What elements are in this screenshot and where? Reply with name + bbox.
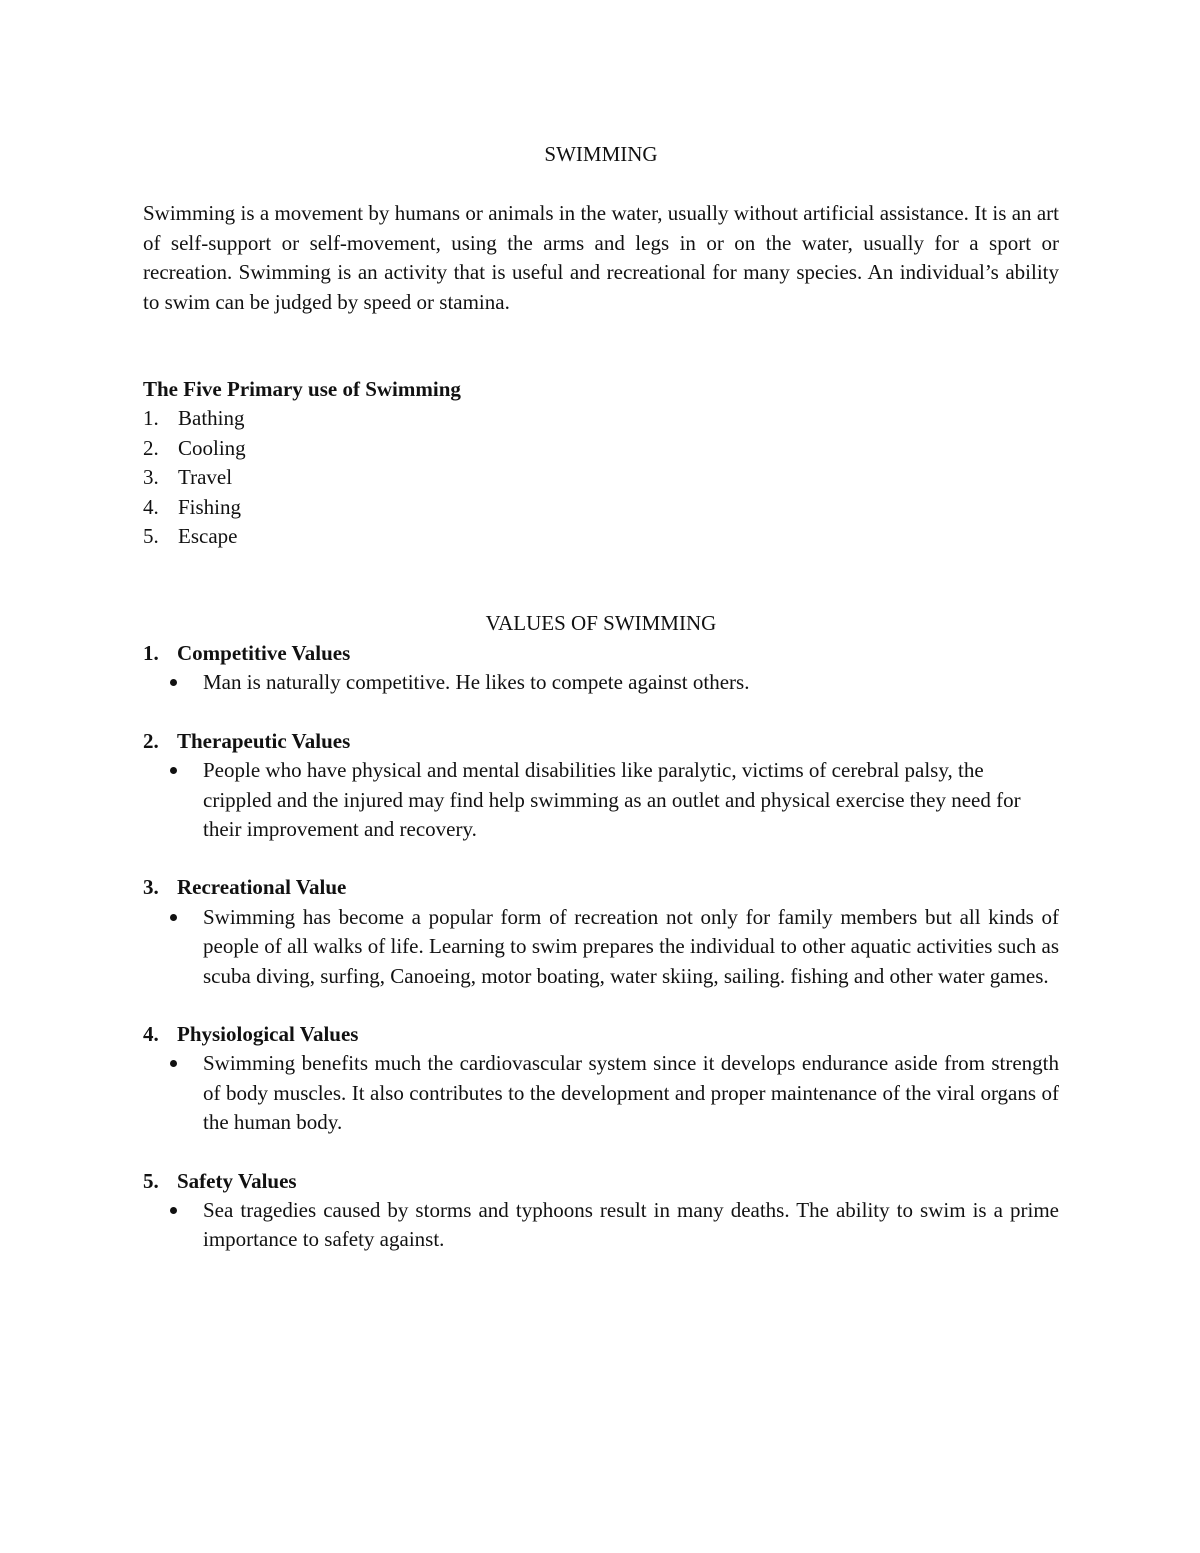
list-item-label: Travel <box>178 465 233 490</box>
value-heading-label: Safety Values <box>177 1168 297 1193</box>
value-number: 4. <box>143 1021 159 1046</box>
list-number: 4. <box>143 494 159 519</box>
bullet-icon <box>169 1196 203 1255</box>
list-item <box>143 404 1059 433</box>
list-number: 1. <box>143 406 159 431</box>
value-section-physiological <box>143 1020 1059 1138</box>
value-heading-label: Recreational Value <box>177 875 347 900</box>
list-number: 3. <box>143 465 159 490</box>
list-item-label: Bathing <box>178 406 245 431</box>
uses-heading: The Five Primary use of Swimming <box>143 377 461 402</box>
bullet-text: Swimming benefits much the cardiovascular system since it develops endurance aside from strength of body muscles. It also contributes to the development and proper maintenance of the viral organs of the human body. <box>203 1051 1059 1135</box>
bullet-item <box>143 1196 1059 1255</box>
bullet-item <box>143 903 1059 991</box>
value-heading <box>143 1020 1059 1049</box>
list-item <box>143 522 1059 551</box>
bullet-text: Sea tragedies caused by storms and typhoons result in many deaths. The ability to swim is a prime importance to safety against. <box>203 1197 1059 1252</box>
value-heading-label: Physiological Values <box>177 1021 359 1046</box>
values-section-title: VALUES OF SWIMMING <box>485 611 717 636</box>
list-item <box>143 493 1059 522</box>
value-number: 2. <box>143 728 159 753</box>
value-heading <box>143 727 1059 756</box>
bullet-item <box>143 1049 1059 1137</box>
list-item-label: Escape <box>178 524 238 549</box>
intro-paragraph: Swimming is a movement by humans or animals in the water, usually without artificial assistance. It is an art of self-support or self-movement, using the arms and legs in or on the water, usually for a sport or recreation. Swimming is an activity that is useful and recreational for many species. An individual’s ability to swim can be judged by speed or stamina. <box>143 201 1059 314</box>
value-number: 3. <box>143 875 159 900</box>
value-heading-label: Competitive Values <box>177 640 351 665</box>
bullet-item <box>143 756 1059 844</box>
value-number: 1. <box>143 640 159 665</box>
value-section-competitive <box>143 639 1059 698</box>
bullet-icon <box>169 668 203 697</box>
value-heading-label: Therapeutic Values <box>177 728 351 753</box>
bullet-text: Man is naturally competitive. He likes to compete against others. <box>203 670 750 695</box>
bullet-item <box>143 668 1059 697</box>
list-number: 5. <box>143 524 159 549</box>
bullet-text: Swimming has become a popular form of recreation not only for family members but all kinds of people of all walks of life. Learning to swim prepares the individual to other aquatic activities such as scuba diving, surfing, Canoeing, motor boating, water skiing, sailing. fishing and other water games. <box>203 904 1059 988</box>
document-title: SWIMMING <box>544 142 658 166</box>
list-item-label: Fishing <box>178 494 242 519</box>
value-section-recreational <box>143 873 1059 991</box>
bullet-icon <box>169 1049 203 1137</box>
uses-list <box>143 404 1059 551</box>
bullet-text: People who have physical and mental disabilities like paralytic, victims of cerebral palsy, the crippled and the injured may find help swimming as an outlet and physical exercise they need for their improvement and recovery. <box>203 758 1021 841</box>
document-page <box>143 140 1059 1255</box>
bullet-icon <box>169 903 203 991</box>
list-number: 2. <box>143 435 159 460</box>
value-heading <box>143 1167 1059 1196</box>
list-item-label: Cooling <box>178 435 246 460</box>
list-item <box>143 463 1059 492</box>
value-section-therapeutic <box>143 727 1059 845</box>
value-section-safety <box>143 1167 1059 1255</box>
list-item <box>143 434 1059 463</box>
value-heading <box>143 873 1059 902</box>
value-heading <box>143 639 1059 668</box>
bullet-icon <box>169 756 203 844</box>
value-number: 5. <box>143 1168 159 1193</box>
